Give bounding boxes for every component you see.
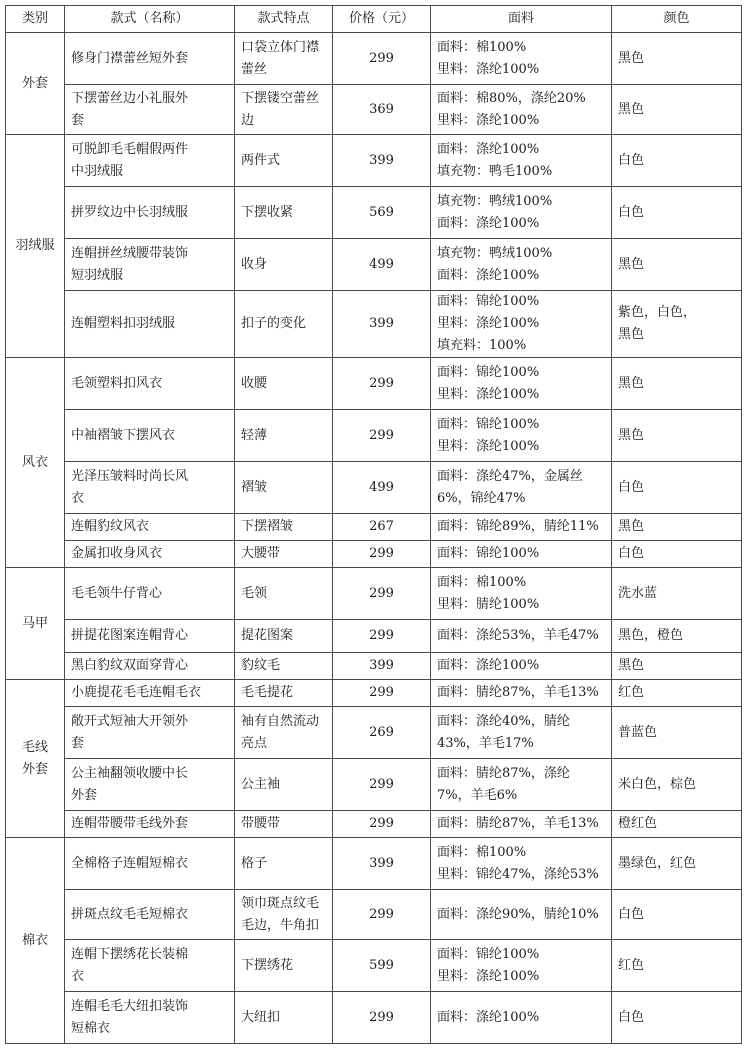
cell-line: 轻薄	[241, 427, 268, 443]
table-row	[6, 680, 742, 707]
style-feature-cell	[235, 653, 333, 680]
cell-line: 全棉格子连帽短棉衣	[71, 855, 189, 871]
fabric-cell	[431, 85, 612, 135]
style-name-cell	[65, 358, 235, 410]
cell-line: 下摆褶皱	[241, 519, 294, 534]
price-cell: 299	[333, 759, 431, 811]
table-row	[6, 620, 742, 653]
cell-line: 下摆收紧	[241, 204, 294, 220]
cell-line: 面料：涤纶100%	[437, 658, 540, 673]
cell-line: 里料：锦纶47%，涤纶53%	[437, 866, 599, 882]
header-color: 颜色	[612, 6, 742, 33]
table-row	[6, 940, 742, 992]
cell-line: 43%，羊毛17%	[437, 735, 534, 751]
cell-line: 连帽带腰带毛线外套	[71, 816, 189, 831]
table-row	[6, 811, 742, 838]
cell-line: 填充料：100%	[437, 338, 527, 353]
color-cell	[612, 680, 742, 707]
color-cell	[612, 135, 742, 187]
cell-line: 里料：腈纶100%	[437, 596, 540, 612]
cell-line: 收腰	[241, 375, 268, 391]
price-cell: 299	[333, 620, 431, 653]
style-feature-cell	[235, 940, 333, 992]
header-style-name: 款式（名称）	[65, 6, 235, 33]
color-cell	[612, 514, 742, 541]
cell-line: 外套	[21, 761, 48, 777]
price-cell: 399	[333, 838, 431, 890]
color-cell	[612, 568, 742, 620]
cell-line: 拼提花图案连帽背心	[71, 628, 189, 643]
color-cell	[612, 707, 742, 759]
cell-line: 外套	[71, 787, 98, 803]
cell-line: 白色	[618, 479, 645, 495]
cell-line: 连帽下摆绣花长装棉	[71, 946, 189, 962]
color-cell	[612, 33, 742, 85]
cell-line: 短羽绒服	[71, 267, 124, 283]
cell-line: 面料：涤纶100%	[437, 1009, 540, 1025]
price-cell: 299	[333, 890, 431, 940]
cell-line: 白色	[618, 1009, 645, 1025]
cell-line: 面料：涤纶100%	[437, 141, 540, 157]
style-feature-cell	[235, 514, 333, 541]
table-row	[6, 890, 742, 940]
cell-line: 填充物：鸭绒100%	[437, 245, 553, 261]
color-cell	[612, 992, 742, 1044]
color-cell	[612, 358, 742, 410]
cell-line: 面料：锦纶100%	[437, 946, 540, 962]
fabric-cell	[431, 358, 612, 410]
style-feature-cell	[235, 811, 333, 838]
category-cell: 外套	[6, 33, 65, 135]
table-row	[6, 85, 742, 135]
style-name-cell	[65, 680, 235, 707]
cell-line: 黑色，橙色	[618, 628, 684, 643]
price-cell: 299	[333, 568, 431, 620]
cell-line: 敞开式短袖大开领外	[71, 713, 189, 729]
table-row	[6, 462, 742, 514]
cell-line: 拼斑点纹毛毛短棉衣	[71, 906, 189, 922]
cell-line: 公主袖	[241, 776, 281, 792]
table-row	[6, 992, 742, 1044]
cell-line: 边	[241, 112, 255, 128]
cell-line: 填充物：鸭毛100%	[437, 163, 553, 179]
color-cell	[612, 811, 742, 838]
header-style-feature: 款式特点	[235, 6, 333, 33]
cell-line: 面料：棉100%	[437, 844, 527, 860]
price-cell: 369	[333, 85, 431, 135]
price-cell: 299	[333, 33, 431, 85]
fabric-cell	[431, 135, 612, 187]
price-cell: 499	[333, 462, 431, 514]
color-cell	[612, 620, 742, 653]
style-name-cell	[65, 992, 235, 1044]
category-cell: 马甲	[6, 568, 65, 680]
fabric-cell	[431, 653, 612, 680]
cell-line: 里料：涤纶100%	[437, 316, 540, 331]
table-row	[6, 653, 742, 680]
cell-line: 光泽压皱料时尚长风	[71, 468, 189, 484]
fabric-cell	[431, 462, 612, 514]
style-name-cell	[65, 410, 235, 462]
cell-line: 白色	[618, 152, 645, 168]
color-cell	[612, 410, 742, 462]
cell-line: 亮点	[241, 735, 268, 751]
cell-line: 毛边，牛角扣	[241, 917, 320, 933]
fabric-cell	[431, 514, 612, 541]
cell-line: 带腰带	[241, 816, 281, 831]
fabric-cell	[431, 568, 612, 620]
style-feature-cell	[235, 291, 333, 358]
cell-line: 里料：涤纶100%	[437, 61, 540, 77]
table-row	[6, 358, 742, 410]
cell-line: 白色	[618, 204, 645, 220]
cell-line: 面料：锦纶100%	[437, 364, 540, 380]
cell-line: 黑色	[618, 427, 645, 443]
fabric-cell	[431, 33, 612, 85]
price-cell: 269	[333, 707, 431, 759]
cell-line: 6%，锦纶47%	[437, 490, 526, 506]
style-name-cell	[65, 239, 235, 291]
style-feature-cell	[235, 890, 333, 940]
cell-line: 黑色	[618, 658, 645, 673]
category-cell	[6, 680, 65, 838]
style-feature-cell	[235, 707, 333, 759]
cell-line: 衣	[71, 490, 85, 506]
cell-line: 格子	[241, 855, 268, 871]
fabric-cell	[431, 707, 612, 759]
header-fabric: 面料	[431, 6, 612, 33]
cell-line: 两件式	[241, 152, 281, 168]
cell-line: 黑色	[618, 50, 645, 66]
style-feature-cell	[235, 135, 333, 187]
cell-line: 蕾丝	[241, 61, 268, 77]
table-row	[6, 239, 742, 291]
table-row	[6, 707, 742, 759]
table-row	[6, 541, 742, 568]
price-cell: 399	[333, 135, 431, 187]
cell-line: 面料：涤纶53%，羊毛47%	[437, 628, 599, 643]
cell-line: 可脱卸毛毛帽假两件	[71, 141, 189, 157]
cell-line: 面料：涤纶100%	[437, 267, 540, 283]
cell-line: 黑白豹纹双面穿背心	[71, 658, 189, 673]
fabric-cell	[431, 759, 612, 811]
cell-line: 面料：锦纶100%	[437, 294, 540, 309]
cell-line: 连帽豹纹风衣	[71, 519, 150, 534]
product-table	[5, 5, 742, 1044]
style-feature-cell	[235, 239, 333, 291]
fabric-cell	[431, 410, 612, 462]
style-name-cell	[65, 85, 235, 135]
cell-line: 白色	[618, 546, 645, 561]
price-cell: 267	[333, 514, 431, 541]
cell-line: 提花图案	[241, 628, 294, 643]
cell-line: 褶皱	[241, 479, 268, 495]
color-cell	[612, 541, 742, 568]
cell-line: 面料：锦纶100%	[437, 546, 540, 561]
fabric-cell	[431, 940, 612, 992]
cell-line: 衣	[71, 968, 85, 984]
color-cell	[612, 462, 742, 514]
style-feature-cell	[235, 358, 333, 410]
cell-line: 红色	[618, 685, 645, 700]
cell-line: 里料：涤纶100%	[437, 968, 540, 984]
cell-line: 毛领塑料扣风衣	[71, 375, 163, 391]
price-cell: 499	[333, 239, 431, 291]
style-name-cell	[65, 33, 235, 85]
cell-line: 面料：涤纶100%	[437, 215, 540, 231]
style-feature-cell	[235, 759, 333, 811]
style-name-cell	[65, 811, 235, 838]
style-feature-cell	[235, 85, 333, 135]
table-row	[6, 759, 742, 811]
style-name-cell	[65, 514, 235, 541]
style-feature-cell	[235, 992, 333, 1044]
cell-line: 普蓝色	[618, 724, 658, 740]
category-cell: 羽绒服	[6, 135, 65, 358]
cell-line: 中羽绒服	[71, 163, 124, 179]
header-price: 价格（元）	[333, 6, 431, 33]
price-cell: 399	[333, 291, 431, 358]
style-feature-cell	[235, 462, 333, 514]
fabric-cell	[431, 620, 612, 653]
cell-line: 小鹿提花毛毛连帽毛衣	[71, 685, 202, 700]
style-name-cell	[65, 707, 235, 759]
color-cell	[612, 759, 742, 811]
style-name-cell	[65, 568, 235, 620]
cell-line: 面料：锦纶89%，腈纶11%	[437, 519, 599, 534]
cell-line: 拼罗纹边中长羽绒服	[71, 204, 189, 220]
table-row	[6, 838, 742, 890]
cell-line: 口袋立体门襟	[241, 39, 320, 55]
product-table-body	[6, 33, 742, 1044]
price-cell: 569	[333, 187, 431, 239]
fabric-cell	[431, 992, 612, 1044]
price-cell: 399	[333, 653, 431, 680]
color-cell	[612, 653, 742, 680]
cell-line: 豹纹毛	[241, 658, 281, 673]
style-name-cell	[65, 890, 235, 940]
cell-line: 面料：棉100%	[437, 39, 527, 55]
style-name-cell	[65, 541, 235, 568]
cell-line: 紫色，白色，	[618, 305, 697, 320]
cell-line: 大腰带	[241, 546, 281, 561]
cell-line: 面料：锦纶100%	[437, 416, 540, 432]
fabric-cell	[431, 291, 612, 358]
table-row	[6, 514, 742, 541]
color-cell	[612, 239, 742, 291]
style-feature-cell	[235, 33, 333, 85]
style-feature-cell	[235, 541, 333, 568]
fabric-cell	[431, 541, 612, 568]
cell-line: 修身门襟蕾丝短外套	[71, 50, 189, 66]
cell-line: 米白色，棕色	[618, 776, 697, 792]
style-feature-cell	[235, 620, 333, 653]
style-feature-cell	[235, 838, 333, 890]
price-cell: 299	[333, 410, 431, 462]
price-cell: 599	[333, 940, 431, 992]
cell-line: 领巾斑点纹毛	[241, 895, 320, 911]
cell-line: 套	[71, 735, 85, 751]
style-name-cell	[65, 187, 235, 239]
cell-line: 面料：涤纶90%，腈纶10%	[437, 906, 599, 922]
cell-line: 下摆镂空蕾丝	[241, 90, 320, 106]
style-feature-cell	[235, 187, 333, 239]
cell-line: 毛领	[241, 585, 268, 601]
style-name-cell	[65, 838, 235, 890]
cell-line: 7%，羊毛6%	[437, 787, 518, 803]
style-feature-cell	[235, 680, 333, 707]
cell-line: 毛毛提花	[241, 685, 294, 700]
cell-line: 套	[71, 112, 85, 128]
category-cell: 风衣	[6, 358, 65, 568]
cell-line: 公主袖翻领收腰中长	[71, 765, 189, 781]
style-feature-cell	[235, 568, 333, 620]
cell-line: 白色	[618, 906, 645, 922]
cell-line: 面料：涤纶47%，金属丝	[437, 468, 583, 484]
cell-line: 里料：涤纶100%	[437, 112, 540, 128]
style-name-cell	[65, 462, 235, 514]
cell-line: 黑色	[618, 519, 645, 534]
color-cell	[612, 940, 742, 992]
color-cell	[612, 187, 742, 239]
price-cell: 299	[333, 541, 431, 568]
cell-line: 里料：涤纶100%	[437, 386, 540, 402]
cell-line: 黑色	[618, 256, 645, 272]
fabric-cell	[431, 680, 612, 707]
cell-line: 毛线	[21, 739, 48, 755]
fabric-cell	[431, 187, 612, 239]
cell-line: 大纽扣	[241, 1009, 281, 1025]
cell-line: 面料：腈纶87%，羊毛13%	[437, 816, 599, 831]
price-cell: 299	[333, 680, 431, 707]
style-feature-cell	[235, 410, 333, 462]
cell-line: 黑色	[618, 101, 645, 117]
cell-line: 收身	[241, 256, 268, 272]
cell-line: 红色	[618, 957, 645, 973]
style-name-cell	[65, 135, 235, 187]
cell-line: 下摆绣花	[241, 957, 294, 973]
fabric-cell	[431, 838, 612, 890]
color-cell	[612, 890, 742, 940]
cell-line: 面料：涤纶40%，腈纶	[437, 713, 570, 729]
table-row	[6, 410, 742, 462]
cell-line: 连帽拼丝绒腰带装饰	[71, 245, 189, 261]
table-row	[6, 187, 742, 239]
cell-line: 金属扣收身风衣	[71, 546, 163, 561]
table-row	[6, 291, 742, 358]
header-category: 类别	[6, 6, 65, 33]
cell-line: 面料：棉100%	[437, 574, 527, 590]
price-cell: 299	[333, 358, 431, 410]
color-cell	[612, 291, 742, 358]
table-row	[6, 135, 742, 187]
fabric-cell	[431, 890, 612, 940]
cell-line: 扣子的变化	[241, 316, 307, 331]
color-cell	[612, 85, 742, 135]
cell-line: 袖有自然流动	[241, 713, 320, 729]
cell-line: 里料：涤纶100%	[437, 438, 540, 454]
cell-line: 面料：腈纶87%，涤纶	[437, 765, 570, 781]
cell-line: 连帽塑料扣羽绒服	[71, 316, 176, 331]
price-cell: 299	[333, 992, 431, 1044]
cell-line: 黑色	[618, 327, 645, 342]
cell-line: 洗水蓝	[618, 585, 658, 601]
cell-line: 面料：棉80%，涤纶20%	[437, 90, 586, 106]
style-name-cell	[65, 620, 235, 653]
table-row	[6, 33, 742, 85]
fabric-cell	[431, 811, 612, 838]
cell-line: 面料：腈纶87%，羊毛13%	[437, 685, 599, 700]
cell-line: 黑色	[618, 375, 645, 391]
style-name-cell	[65, 291, 235, 358]
cell-line: 墨绿色，红色	[618, 855, 697, 871]
style-name-cell	[65, 759, 235, 811]
price-cell: 299	[333, 811, 431, 838]
cell-line: 填充物：鸭绒100%	[437, 193, 553, 209]
cell-line: 中袖褶皱下摆风衣	[71, 427, 176, 443]
cell-line: 橙红色	[618, 816, 658, 831]
style-name-cell	[65, 653, 235, 680]
color-cell	[612, 838, 742, 890]
category-cell: 棉衣	[6, 838, 65, 1044]
cell-line: 短棉衣	[71, 1020, 111, 1036]
cell-line: 毛毛领牛仔背心	[71, 585, 163, 601]
header-row	[6, 6, 742, 33]
fabric-cell	[431, 239, 612, 291]
table-row	[6, 568, 742, 620]
cell-line: 连帽毛毛大纽扣装饰	[71, 998, 189, 1014]
style-name-cell	[65, 940, 235, 992]
cell-line: 下摆蕾丝边小礼服外	[71, 90, 189, 106]
